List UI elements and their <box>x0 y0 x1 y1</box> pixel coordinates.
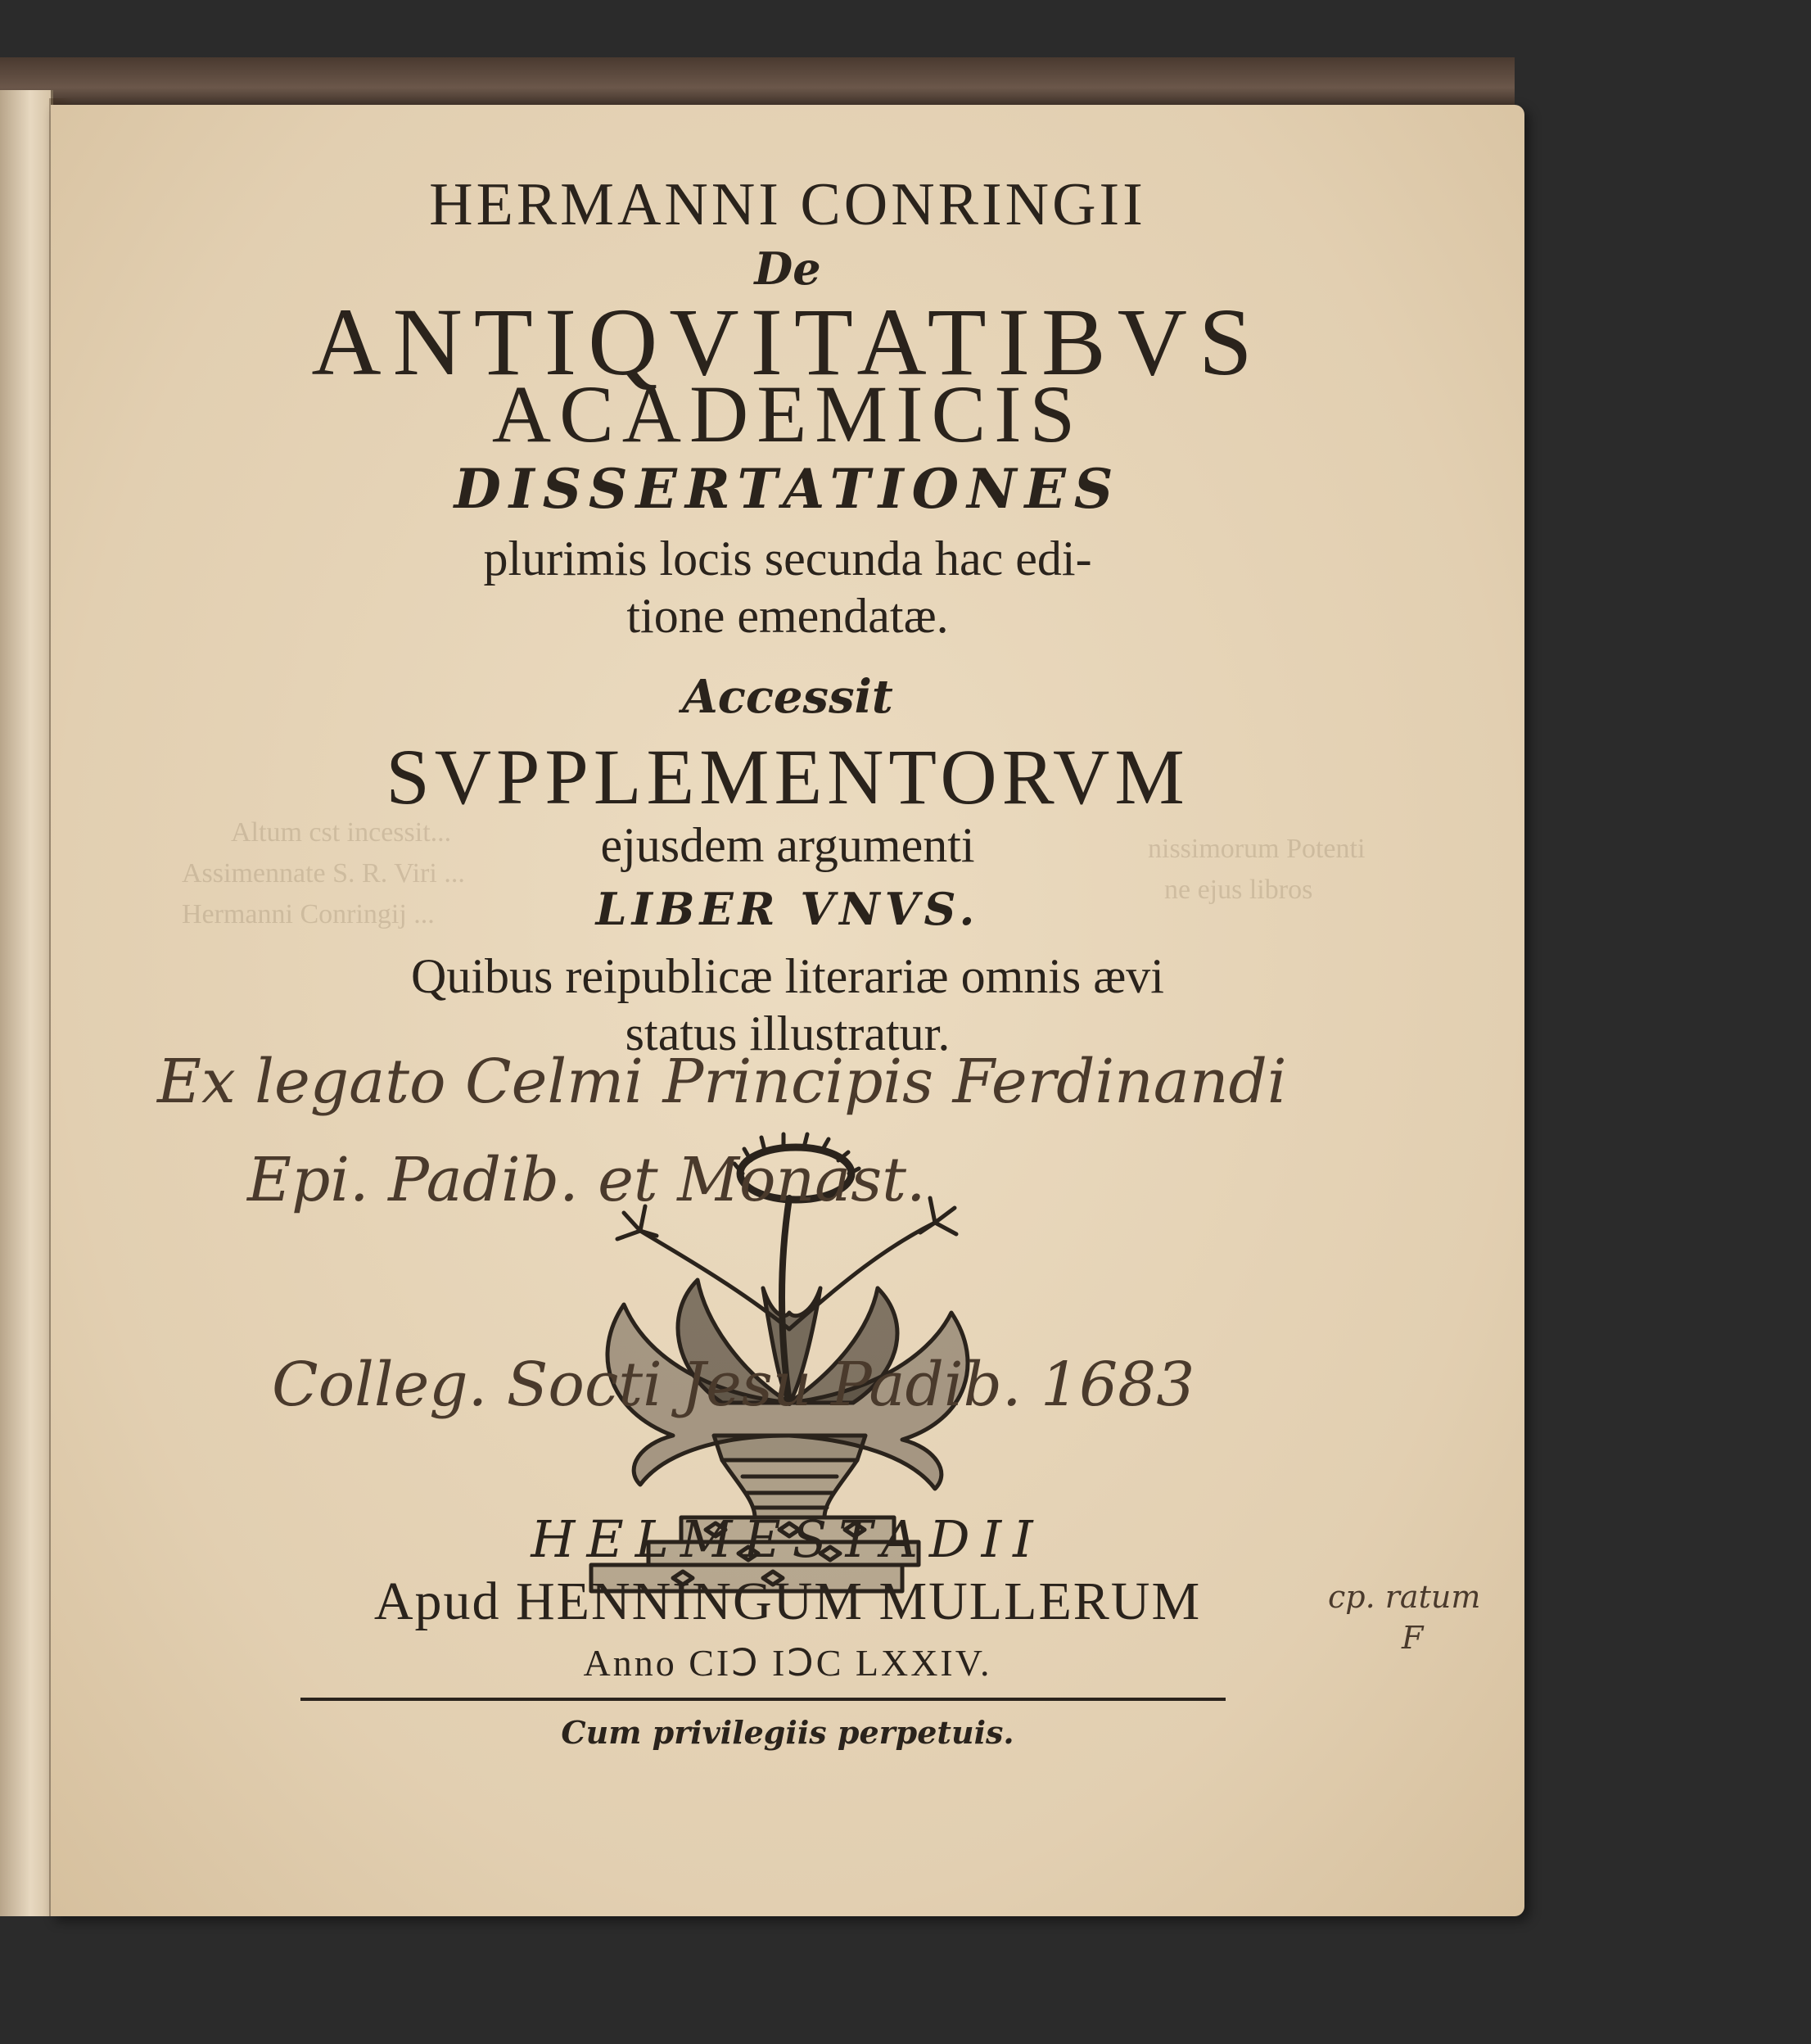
margin-note-line-2: F <box>1402 1620 1424 1656</box>
book-top-edge <box>0 57 1515 108</box>
publisher-line: Apud HENNINGUM MULLERUM <box>373 1571 1202 1631</box>
argument-line: ejusdem argumenti <box>600 818 975 872</box>
title-line-2: ACADEMICIS <box>491 369 1084 459</box>
description-line-1: Quibus reipublicæ literariæ omnis ævi <box>411 949 1164 1003</box>
imprint-rule <box>300 1698 1226 1701</box>
ownership-inscription-line-1: Ex legato Celmi Principis Ferdinandi <box>157 1047 1287 1117</box>
privilege-line: Cum privilegiis perpetuis. <box>561 1714 1014 1751</box>
liber-line: LIBER VNVS. <box>595 883 980 935</box>
show-through-text: nissimorum Potenti <box>1148 834 1366 864</box>
left-page-edge <box>0 90 53 1916</box>
ownership-inscription-line-3: Colleg. Socti Jesu Padib. 1683 <box>272 1350 1195 1420</box>
show-through-text: ne ejus libros <box>1164 875 1313 905</box>
year-line: Anno CIↃ IↃC LXXIV. <box>583 1642 992 1684</box>
accessit-line: Accessit <box>682 670 893 724</box>
margin-note-line-1: cp. ratum <box>1328 1579 1481 1615</box>
de-line: De <box>754 242 821 295</box>
title-line-3: DISSERTATIONES <box>454 457 1122 521</box>
author-line: HERMANNI CONRINGII <box>429 171 1146 238</box>
subtitle-line-1: plurimis locis secunda hac edi- <box>483 531 1092 586</box>
show-through-text: Altum cst incessit... <box>231 817 452 848</box>
show-through-text: Hermanni Conringij ... <box>182 899 435 929</box>
show-through-text: Assimennate S. R. Viri ... <box>182 858 465 889</box>
supplement-line: SVPPLEMENTORVM <box>386 733 1190 821</box>
place-line: HELMESTADII <box>531 1509 1045 1569</box>
description-line-2: status illustratur. <box>625 1006 951 1060</box>
ownership-inscription-line-2: Epi. Padib. et Monast. <box>247 1145 926 1215</box>
title-page <box>51 105 1524 1916</box>
title-line-1: ANTIQVITATIBVS <box>311 288 1264 396</box>
subtitle-line-2: tione emendatæ. <box>626 589 949 643</box>
